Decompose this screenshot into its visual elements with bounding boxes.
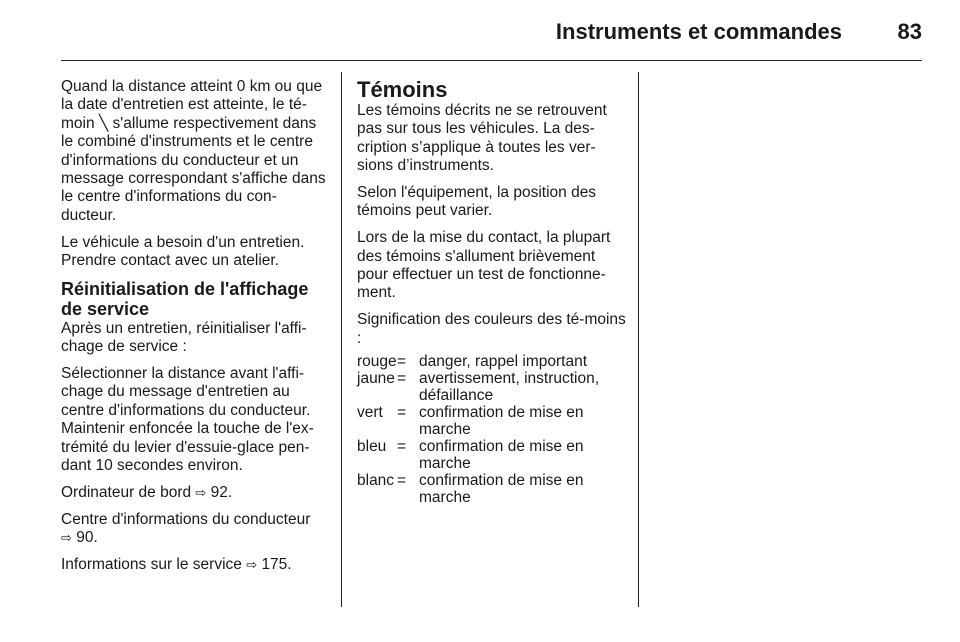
- color-meaning: avertissement, instruction, défaillance: [419, 370, 600, 405]
- color-name: blanc: [357, 472, 395, 490]
- color-meaning-table: [357, 353, 629, 506]
- warning-paragraph-4: Signification des couleurs des té-moins :: [357, 311, 626, 347]
- warning-paragraph-2: Selon l'équipement, la position des témoins peut varier.: [357, 184, 597, 220]
- color-name: jaune: [357, 370, 395, 388]
- table-row: [357, 472, 629, 506]
- page-number: 83: [897, 19, 922, 44]
- color-name: rouge: [357, 353, 397, 371]
- warning-paragraph-3: Lors de la mise du contact, la plupart des témoins s'allument brièvement pour effectuer un test de fonctionne-ment.: [357, 229, 611, 302]
- reset-paragraph-1: Après un entretien, réinitialiser l'affi-chage de service :: [61, 319, 307, 356]
- equals-sign: =: [397, 438, 407, 456]
- reference-onboard-computer[interactable]: [61, 484, 331, 502]
- column-divider-2: [638, 72, 639, 607]
- reference-page: 92.: [210, 483, 233, 501]
- color-name: bleu: [357, 438, 387, 456]
- reference-page: 90.: [76, 529, 98, 547]
- arrow-icon: ⇨: [195, 484, 207, 500]
- color-meaning: confirmation de mise en marche: [419, 404, 584, 439]
- header-divider: [61, 60, 922, 61]
- left-column: [61, 78, 331, 583]
- paragraph-text: s'allume respectivement dans le combiné d'instruments et le centre d'informations du conducteur et un message correspondant s'affiche dans le centre d'informations du con-ducteur.: [61, 114, 326, 224]
- reset-paragraph-2: Sélectionner la distance avant l'affi-chage du message d'entretien au centre d'informations du conducteur. Maintenir enfoncée la touche de l'ex-trémité du levier d'essuie-glace pen-dant 10 secondes environ.: [61, 365, 314, 475]
- reset-service-heading: Réinitialisation de l'affichage de service: [61, 278, 309, 319]
- equals-sign: =: [397, 404, 407, 422]
- reference-text: Centre d'informations du conducteur: [61, 510, 311, 528]
- wrench-icon: ╲: [98, 114, 109, 132]
- page-header-title: Instruments et commandes: [555, 19, 842, 44]
- service-paragraph-2: Le véhicule a besoin d'un entretien. Prendre contact avec un atelier.: [61, 233, 305, 270]
- color-name: vert: [357, 404, 383, 422]
- reference-text: Informations sur le service: [61, 555, 242, 573]
- middle-column: [357, 78, 629, 506]
- equals-sign: =: [397, 472, 407, 490]
- table-row: [357, 438, 629, 472]
- color-meaning: confirmation de mise en marche: [419, 472, 584, 507]
- warning-paragraph-1: Les témoins décrits ne se retrouvent pas sur tous les véhicules. La des-cription s’applique à toutes les ver-sions d’instruments.: [357, 102, 607, 175]
- table-row: [357, 353, 629, 370]
- equals-sign: =: [397, 353, 407, 371]
- table-row: [357, 404, 629, 438]
- warning-lights-heading: Témoins: [357, 77, 448, 102]
- column-divider-1: [341, 72, 342, 607]
- paragraph-text: Quand la distance atteint 0 km ou que la date d'entretien est atteinte, le té-moin: [61, 78, 323, 132]
- table-row: [357, 370, 629, 404]
- reference-service-info[interactable]: [61, 556, 331, 574]
- arrow-icon: ⇨: [246, 556, 258, 572]
- equals-sign: =: [397, 370, 407, 388]
- service-paragraph-1: [61, 78, 331, 225]
- reference-page: 175.: [261, 555, 292, 573]
- reference-text: Ordinateur de bord: [61, 483, 192, 501]
- color-meaning: confirmation de mise en marche: [419, 438, 584, 473]
- arrow-icon: ⇨: [61, 530, 72, 546]
- reference-driver-info-center[interactable]: [61, 511, 331, 548]
- color-meaning: danger, rappel important: [419, 353, 588, 371]
